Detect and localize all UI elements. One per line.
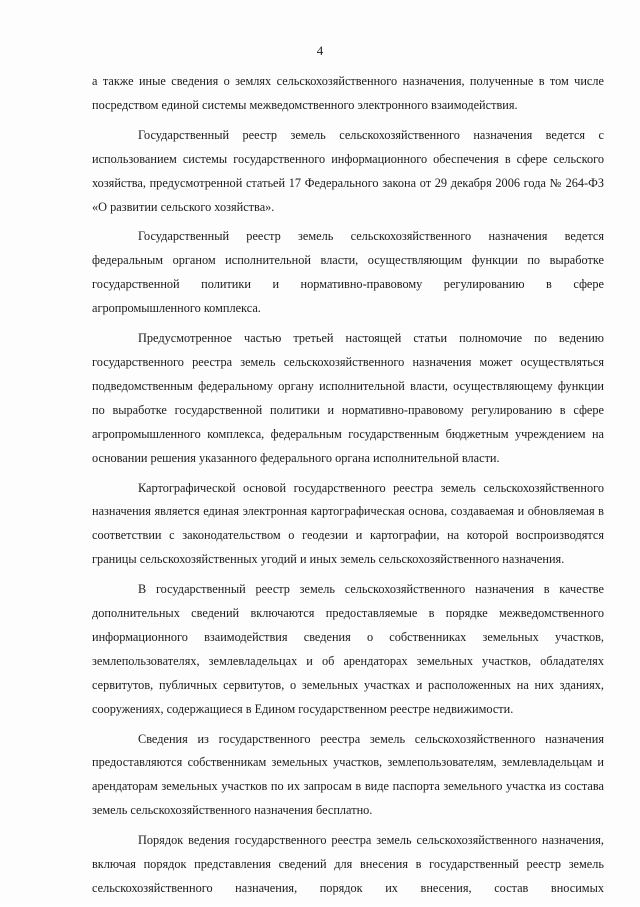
paragraph-cartographic-basis: Картографической основой государственного реестра земель сельскохозяйственного назначения является единая электронная картографическая основа, создаваемая и обновляемая в соответствии с законодательством о геодезии и картографии, на которой воспроизводятся границы сельскохозяйственных угодий и иных земель сельскохозяйственного назначения.: [92, 480, 604, 567]
paragraph-registry-system: Государственный реестр земель сельскохозяйственного назначения ведется с использованием системы государственного информационного обеспечения в сфере сельского хозяйства, предусмотренной статьей 17 Федерального закона от 29 декабря 2006 года № 264-ФЗ «О развитии сельского хозяйства».: [92, 127, 604, 214]
paragraph-delegated-authority: Предусмотренное частью третьей настоящей статьи полномочие по ведению государственного реестра земель сельскохозяйственного назначения может осуществляться подведомственным федеральному органу исполнительной власти, осуществляющему функции по выработке государственной политики и нормативно-правовому регулированию в сфере агропромышленного комплекса, федеральным государственным бюджетным учреждением на основании решения указанного федерального органа исполнительной власти.: [92, 331, 604, 465]
document-body: [92, 70, 604, 907]
paragraph-maintenance-procedure: Порядок ведения государственного реестра земель сельскохозяйственного назначения, включая порядок представления сведений для внесения в государственный реестр земель сельскохозяйственного назначения, порядок их внесения, состав вносимых: [92, 833, 604, 895]
paragraph-registry-authority: Государственный реестр земель сельскохозяйственного назначения ведется федеральным органом исполнительной власти, осуществляющим функции по выработке государственной политики и нормативно-правовому регулированию в сфере агропромышленного комплекса.: [92, 229, 604, 316]
paragraph-additional-information: В государственный реестр земель сельскохозяйственного назначения в качестве дополнительных сведений включаются предоставляемые в порядке межведомственного информационного взаимодействия сведения о собственниках земельных участков, землепользователях, землевладельцах и об арендаторах земельных участков, обладателях сервитутов, публичных сервитутов, о земельных участках и расположенных на них зданиях, сооружениях, содержащиеся в Едином государственном реестре недвижимости.: [92, 582, 604, 716]
paragraph-information-provision: Сведения из государственного реестра земель сельскохозяйственного назначения предоставляются собственникам земельных участков, землепользователям, землевладельцам и арендаторам земельных участков по их запросам в виде паспорта земельного участка из состава земель сельскохозяйственного назначения бесплатно.: [92, 731, 604, 818]
paragraph-continued: а также иные сведения о землях сельскохозяйственного назначения, полученные в том числе посредством единой системы межведомственного электронного взаимодействия.: [92, 74, 604, 112]
page-number: 4: [316, 43, 324, 58]
